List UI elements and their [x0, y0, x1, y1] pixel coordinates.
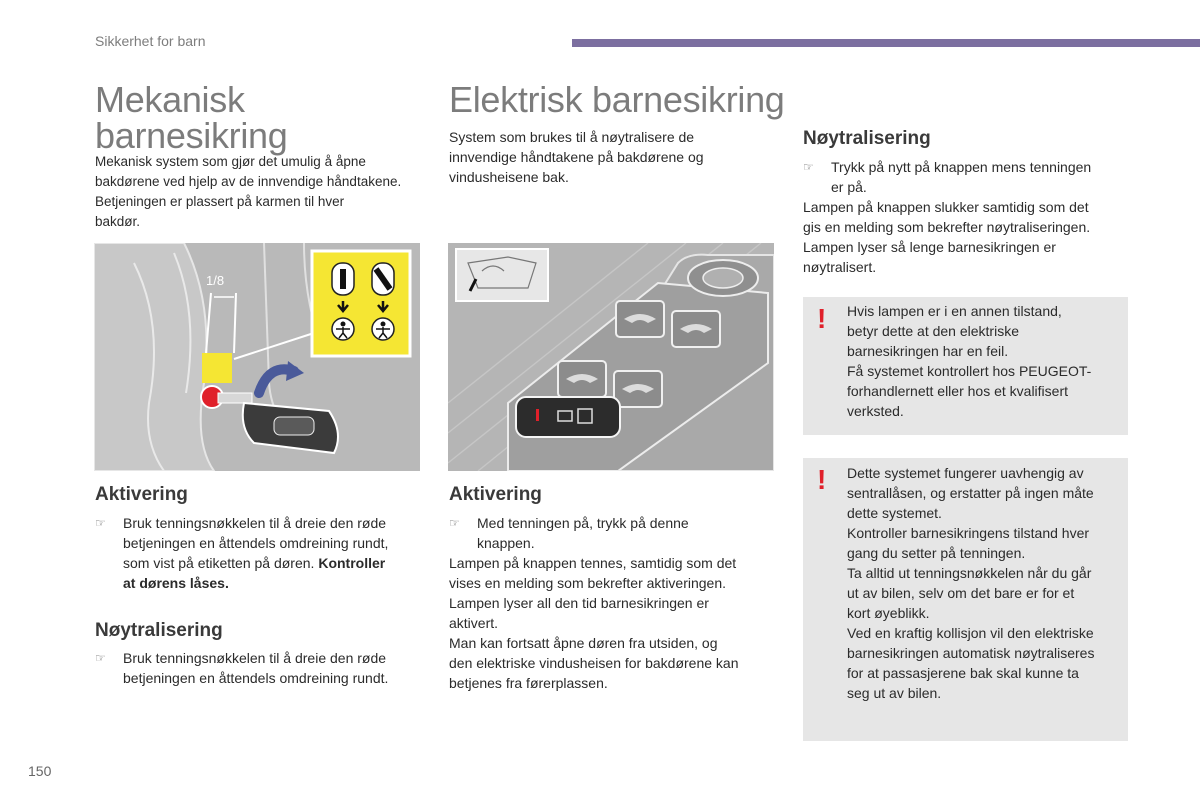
- bold-text: Kontroller: [318, 555, 386, 571]
- text-line: sentrallåsen, og erstatter på ingen måte: [847, 485, 1094, 501]
- section-label: Sikkerhet for barn: [95, 33, 206, 49]
- text-line: seg ut av bilen.: [847, 685, 942, 701]
- left-title-line1: Mekanisk: [95, 79, 245, 120]
- text-line: nøytralisert.: [803, 259, 877, 275]
- left-activation-heading: Aktivering: [95, 484, 188, 505]
- text-line: vindusheisene bak.: [449, 169, 569, 185]
- text-line: som vist på etiketten på døren. Kontroller: [123, 555, 386, 571]
- bullet-item: [95, 513, 425, 593]
- text-line: Kontroller barnesikringens tilstand hver: [847, 525, 1090, 541]
- door-jamb-illustration: [94, 243, 420, 471]
- text-line: Lampen lyser så lenge barnesikringen er: [803, 239, 1056, 255]
- text-line: knappen.: [477, 535, 535, 551]
- left-intro: [95, 152, 415, 232]
- bold-text: at dørens låses.: [123, 575, 229, 591]
- text-line: Lampen på knappen tennes, samtidig som det: [449, 555, 737, 571]
- text-line: Bruk tenningsnøkkelen til å dreie den røde: [123, 650, 387, 666]
- note-text: [847, 463, 1118, 703]
- header-bar: [572, 39, 1200, 47]
- middle-title: Elektrisk barnesikring: [449, 79, 785, 120]
- text-line: verksted.: [847, 403, 904, 419]
- text-line: System som brukes til å nøytralisere de: [449, 129, 695, 145]
- pointing-hand-icon: ☞: [95, 516, 106, 530]
- middle-intro: [449, 127, 769, 187]
- warning-note-1: [803, 297, 1128, 435]
- bullet-item: [803, 157, 1133, 197]
- left-title-line2: barnesikring: [95, 115, 288, 156]
- warning-icon: !: [817, 464, 827, 495]
- text-line: betjenes fra førerplassen.: [449, 675, 608, 691]
- text-line: betjeningen en åttendels omdreining rundt.: [123, 670, 389, 686]
- text-line: kort øyeblikk.: [847, 605, 930, 621]
- text-line: Dette systemet fungerer uavhengig av: [847, 465, 1084, 481]
- text-line: Lampen lyser all den tid barnesikringen er: [449, 595, 709, 611]
- left-neutral-text: [95, 648, 425, 688]
- pointing-hand-icon: ☞: [449, 516, 460, 530]
- text-line: dette systemet.: [847, 505, 942, 521]
- text-line: Trykk på nytt på knappen mens tenningen: [831, 159, 1092, 175]
- warning-icon: !: [817, 303, 827, 334]
- text-line: ut av bilen, selv om det bare er for et: [847, 585, 1075, 601]
- text-line: Ved en kraftig kollisjon vil den elektriske: [847, 625, 1094, 641]
- text-line: innvendige håndtakene på bakdørene og: [449, 149, 704, 165]
- left-intro-line: bakdørene ved hjelp av de innvendige håndtakene.: [95, 174, 402, 189]
- text-line: Man kan fortsatt åpne døren fra utsiden, og: [449, 635, 718, 651]
- text-line: Få systemet kontrollert hos PEUGEOT-: [847, 363, 1092, 379]
- text-line: barnesikringen har en feil.: [847, 343, 1009, 359]
- text-line: barnesikringen automatisk nøytraliseres: [847, 645, 1095, 661]
- left-activation-text: [95, 513, 425, 593]
- text-line: Hvis lampen er i en annen tilstand,: [847, 303, 1062, 319]
- right-neutral-text: [803, 157, 1133, 277]
- text-line: [123, 573, 425, 593]
- left-intro-line: Betjeningen er plassert på karmen til hver: [95, 194, 345, 209]
- middle-activation-heading: Aktivering: [449, 484, 542, 505]
- page-number: 150: [28, 763, 52, 779]
- right-neutral-heading: Nøytralisering: [803, 128, 931, 149]
- text-line: aktivert.: [449, 615, 499, 631]
- middle-activation-text: [449, 513, 779, 693]
- text-line: Bruk tenningsnøkkelen til å dreie den røde: [123, 515, 387, 531]
- electric-lock-figure: [448, 243, 774, 471]
- left-intro-line: bakdør.: [95, 214, 141, 229]
- left-intro-line: Mekanisk system som gjør det umulig å åpne: [95, 154, 366, 169]
- text-line: Med tenningen på, trykk på denne: [477, 515, 689, 531]
- text-line: vises en melding som bekrefter aktiveringen.: [449, 575, 727, 591]
- rotation-fraction-label: 1/8: [206, 273, 225, 288]
- text-line: gang du setter på tenningen.: [847, 545, 1026, 561]
- text-line: betjeningen en åttendels omdreining rundt,: [123, 535, 389, 551]
- text-line: Ta alltid ut tenningsnøkkelen når du går: [847, 565, 1092, 581]
- text-line: Lampen på knappen slukker samtidig som det: [803, 199, 1089, 215]
- text-line: er på.: [831, 179, 867, 195]
- text-line: gis en melding som bekrefter nøytraliseringen.: [803, 219, 1091, 235]
- left-title: [95, 79, 288, 156]
- mechanical-lock-figure: [94, 243, 420, 471]
- text-line: forhandlernett eller hos et kvalifisert: [847, 383, 1068, 399]
- note-text: [847, 301, 1118, 421]
- warning-note-2: [803, 458, 1128, 741]
- bullet-item: [449, 513, 779, 553]
- window-switch-panel-illustration: [448, 243, 774, 471]
- pointing-hand-icon: ☞: [803, 160, 814, 174]
- text-line: betyr dette at den elektriske: [847, 323, 1019, 339]
- bullet-item: [95, 648, 425, 688]
- text-line: den elektriske vindusheisen for bakdørene kan: [449, 655, 739, 671]
- text-line: for at passasjerene bak skal kunne ta: [847, 665, 1079, 681]
- pointing-hand-icon: ☞: [95, 651, 106, 665]
- left-neutral-heading: Nøytralisering: [95, 620, 223, 641]
